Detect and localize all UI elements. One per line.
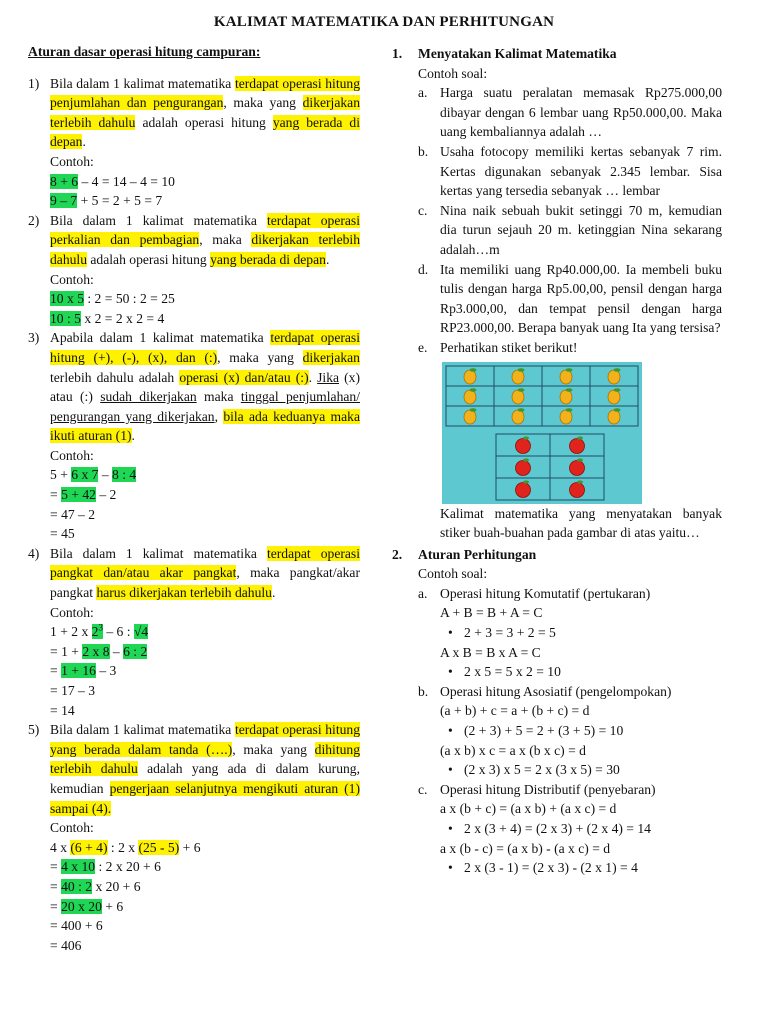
text: – 3 — [95, 663, 117, 679]
rule-name: Operasi hitung Distributif (penyebaran) — [440, 781, 656, 797]
example-line — [50, 309, 360, 329]
contoh-label: Contoh: — [50, 447, 94, 463]
green-highlight: 6 : 2 — [123, 643, 148, 659]
left-heading: Aturan dasar operasi hitung campuran: — [28, 44, 261, 59]
text: , maka yang — [232, 741, 315, 757]
question-text: Perhatikan stiket berikut! — [440, 339, 578, 355]
mango-icon — [464, 370, 476, 384]
mango-leaf-icon — [470, 408, 477, 412]
text: = 1 + — [50, 643, 83, 659]
example-line — [50, 485, 360, 505]
question-text: Harga suatu peralatan memasak Rp275.000,00 dibayar dengan 6 lembar uang Rp50.000,00. Maka uang kembaliannya adalah … — [440, 85, 722, 140]
example-line: = 400 + 6 — [50, 918, 103, 934]
text: Apabila dalam 1 kalimat matematika — [50, 330, 271, 346]
text: = — [50, 663, 62, 679]
apple-icon — [570, 482, 585, 497]
example-line — [50, 877, 360, 897]
highlight: dikerjakan terlebih dahulu — [50, 232, 360, 267]
item-letter: b. — [418, 683, 429, 699]
formula: a x (b - c) = (a x b) - (a x c) = d — [440, 840, 611, 856]
highlight: terdapat operasi hitung (+), (-), (x), dan (:) — [50, 330, 360, 365]
text: x 2 = 2 x 2 = 4 — [80, 310, 165, 326]
section-number: 1. — [392, 46, 403, 61]
item-letter: e. — [418, 339, 428, 355]
highlight: dikerjakan — [302, 349, 360, 365]
text: . — [131, 428, 135, 444]
text: = — [50, 878, 62, 894]
mango-icon — [464, 410, 476, 424]
text: adalah operasi hitung — [87, 251, 211, 267]
text: Bila dalam 1 kalimat matematika — [50, 75, 235, 91]
apple-leaf-icon — [523, 480, 529, 483]
mango-leaf-icon — [518, 388, 525, 392]
highlight: terdapat operasi hitung yang berada dalam tanda (….) — [50, 722, 360, 757]
rule-b — [392, 682, 722, 702]
green-highlight: 5 + 42 — [61, 487, 96, 503]
green-highlight — [92, 624, 103, 639]
apple-leaf-icon — [523, 458, 529, 461]
bullet-icon: • — [448, 821, 453, 836]
example-text: 2 x (3 + 4) = (2 x 3) + (2 x 4) = 14 — [464, 821, 651, 836]
rule-number: 1) — [28, 75, 40, 91]
rule-3 — [28, 328, 360, 544]
apple-leaf-icon — [577, 480, 583, 483]
section-2-heading — [392, 545, 722, 565]
green-highlight: √4 — [133, 624, 149, 640]
example-line — [50, 857, 360, 877]
bullet-icon: • — [448, 762, 453, 778]
example-line: = 406 — [50, 937, 82, 953]
text: + 6 — [179, 839, 201, 855]
text: = — [50, 898, 62, 914]
mango-leaf-icon — [566, 408, 573, 412]
example-line — [50, 838, 360, 858]
green-highlight: 20 x 20 — [61, 898, 102, 914]
rule-number: 3) — [28, 330, 40, 346]
question-e — [392, 338, 722, 358]
green-highlight: 4 x 10 — [61, 859, 96, 875]
underlined-text: Jika — [317, 369, 340, 385]
highlight: (25 - 5) — [138, 839, 180, 855]
text: adalah operasi hitung — [135, 114, 273, 130]
mango-icon — [512, 390, 524, 404]
green-highlight: 2 x 8 — [82, 643, 110, 659]
formula: A x B = B x A = C — [440, 644, 541, 660]
mango-icon — [608, 390, 620, 404]
text: maka — [196, 389, 241, 405]
green-highlight: 10 x 5 — [50, 291, 84, 307]
mango-icon — [560, 410, 572, 424]
highlight: yang berada di depan — [210, 251, 326, 267]
section-title: Menyatakan Kalimat Matematika — [418, 46, 617, 61]
green-highlight: 10 : 5 — [50, 310, 81, 326]
text: Bila dalam 1 kalimat matematika — [50, 545, 267, 561]
example-line — [50, 465, 360, 485]
green-highlight: 8 + 6 — [50, 173, 79, 189]
section-number: 2. — [392, 546, 403, 562]
question-d — [392, 260, 722, 338]
apple-leaf-icon — [577, 458, 583, 461]
text: , — [214, 408, 224, 424]
mango-leaf-icon — [566, 368, 573, 372]
mango-icon — [512, 370, 524, 384]
green-highlight: 8 : 4 — [112, 467, 137, 483]
mango-leaf-icon — [566, 388, 573, 392]
item-letter: b. — [418, 143, 429, 159]
rule-text — [50, 328, 360, 446]
mango-icon — [560, 370, 572, 384]
text: , maka yang — [223, 95, 303, 111]
text: . — [308, 369, 318, 385]
text: , maka yang — [217, 349, 303, 365]
text: + 6 — [101, 898, 124, 914]
rule-text — [50, 211, 360, 270]
question-b — [392, 142, 722, 201]
example-text: 2 x 5 = 5 x 2 = 10 — [464, 664, 561, 680]
highlight: dihitung terlebih dahulu — [50, 741, 360, 777]
mango-leaf-icon — [614, 408, 621, 412]
apple-leaf-icon — [577, 436, 583, 439]
example-text: 2 x (3 - 1) = (2 x 3) - (2 x 1) = 4 — [464, 860, 638, 876]
page-title: KALIMAT MATEMATIKA DAN PERHITUNGAN — [213, 14, 555, 30]
mango-leaf-icon — [518, 408, 525, 412]
highlight: terdapat operasi pangkat dan/atau akar pangkat — [50, 545, 360, 581]
text: – — [98, 467, 113, 483]
text: , maka — [199, 232, 252, 248]
highlight: terdapat operasi hitung penjumlahan dan pengurangan — [50, 75, 360, 111]
apple-icon — [516, 482, 531, 497]
text: . — [271, 585, 276, 601]
left-column — [28, 42, 360, 955]
rule-text — [50, 544, 360, 603]
underlined-text: sudah dikerjakan — [100, 389, 197, 405]
highlight: bila ada keduanya maka ikuti aturan (1) — [50, 408, 360, 444]
mango-leaf-icon — [614, 368, 621, 372]
example-line — [50, 191, 360, 211]
text: + 5 = 2 + 5 = 7 — [77, 193, 163, 209]
mango-icon — [512, 410, 524, 424]
mango-icon — [608, 370, 620, 384]
bullet-icon: • — [448, 664, 453, 680]
sticker-question: Kalimat matematika yang menyatakan banyak stiker buah-buahan pada gambar di atas yaitu… — [440, 505, 722, 541]
green-highlight: 1 + 16 — [61, 663, 96, 679]
rule-text — [50, 720, 360, 818]
text: – — [109, 643, 124, 659]
highlight: operasi (x) dan/atau (:) — [179, 369, 309, 385]
text: x 20 + 6 — [92, 878, 141, 894]
text: : 2 = 50 : 2 = 25 — [83, 291, 175, 307]
example-line: = 45 — [50, 526, 75, 542]
rule-text — [50, 74, 360, 152]
highlight: yang berada di depan — [50, 114, 360, 150]
contoh-soal-label: Contoh soal: — [418, 566, 488, 582]
example-text: (2 + 3) + 5 = 2 + (3 + 5) = 10 — [464, 723, 624, 739]
highlight: harus dikerjakan terlebih dahulu — [96, 585, 272, 601]
text: Bila dalam 1 kalimat matematika — [50, 722, 235, 738]
question-text: Ita memiliki uang Rp40.000,00. Ia membeli buku tulis dengan harga Rp5.00,00, pensil dengan harga Rp3.000,00, dan tempat pensil dengan harga RP23.000,00. Berapa banyak uang Ita yang tersisa? — [440, 261, 722, 336]
contoh-label: Contoh: — [50, 153, 94, 169]
mango-leaf-icon — [470, 388, 477, 392]
apple-icon — [570, 438, 585, 453]
text: = — [50, 487, 62, 503]
rule-c — [392, 780, 722, 800]
item-letter: d. — [418, 261, 429, 277]
bullet-example — [392, 819, 722, 839]
bullet-example — [392, 623, 722, 643]
text: terlebih dahulu adalah — [50, 369, 180, 385]
apple-icon — [516, 460, 531, 475]
bullet-example — [392, 858, 722, 878]
text: : 2 x — [107, 839, 139, 855]
text: adalah yang ada di dalam kurung, kemudian — [50, 761, 360, 796]
text: – 4 = 14 – 4 = 10 — [78, 173, 175, 189]
rule-4 — [28, 544, 360, 720]
mango-icon — [608, 410, 620, 424]
contoh-soal-label: Contoh soal: — [418, 65, 488, 81]
mango-leaf-icon — [470, 368, 477, 372]
example-line — [50, 622, 360, 642]
mango-leaf-icon — [614, 388, 621, 392]
contoh-label: Contoh: — [50, 271, 94, 287]
text: 5 + — [50, 467, 72, 483]
contoh-label: Contoh: — [50, 604, 94, 620]
formula: a x (b + c) = (a x b) + (a x c) = d — [440, 801, 617, 817]
contoh-label: Contoh: — [50, 820, 94, 836]
bullet-example — [392, 760, 722, 780]
mango-icon — [560, 390, 572, 404]
exponent: 3 — [98, 622, 103, 633]
rule-name: Operasi hitung Komutatif (pertukaran) — [440, 585, 651, 601]
apple-icon — [516, 438, 531, 453]
example-text: 2 + 3 = 3 + 2 = 5 — [464, 625, 556, 641]
text: = — [50, 859, 62, 875]
apple-leaf-icon — [523, 436, 529, 439]
rule-number: 5) — [28, 722, 40, 738]
underlined-text: tinggal penjumlahan/ pengurangan yang dikerjakan — [50, 389, 360, 424]
mango-leaf-icon — [518, 368, 525, 372]
question-c — [392, 201, 722, 260]
formula: (a + b) + c = a + (b + c) = d — [440, 703, 590, 719]
bullet-example — [392, 721, 722, 741]
item-letter: a. — [418, 85, 428, 101]
item-letter: c. — [418, 202, 428, 218]
highlight: (6 + 4) — [70, 839, 108, 855]
bullet-icon: • — [448, 625, 453, 641]
rule-number: 4) — [28, 545, 40, 561]
section-1-heading — [392, 44, 722, 64]
example-line: = 47 – 2 — [50, 506, 96, 522]
text: (x) atau (:) — [50, 369, 361, 405]
example-line — [50, 172, 360, 192]
example-line — [50, 289, 360, 309]
base: 2 — [91, 624, 99, 640]
section-title: Aturan Perhitungan — [418, 546, 537, 562]
rule-number: 2) — [28, 212, 40, 228]
mango-icon — [464, 390, 476, 404]
rule-a — [392, 584, 722, 604]
example-line — [50, 661, 360, 681]
highlight: pengerjaan selanjutnya mengikuti aturan (1) sampai (4). — [50, 780, 360, 816]
example-line — [50, 642, 360, 662]
highlight: dikerjakan terlebih dahulu — [50, 95, 360, 130]
text: . — [325, 251, 330, 267]
green-highlight: 6 x 7 — [71, 467, 99, 483]
text: 4 x — [50, 839, 71, 855]
green-highlight: 9 – 7 — [50, 193, 78, 209]
text: . — [82, 134, 86, 150]
rule-2 — [28, 211, 360, 329]
bullet-icon: • — [448, 723, 453, 739]
question-a — [392, 83, 722, 142]
formula: A + B = B + A = C — [440, 605, 543, 621]
text: , maka pangkat/akar pangkat — [50, 565, 360, 601]
question-text: Usaha fotocopy memiliki kertas sebanyak 7 rim. Kertas digunakan sebanyak 2.345 lembar. Sisa kertas yang tersedia sebanyak … lembar — [440, 143, 722, 199]
text: 1 + 2 x — [50, 624, 92, 640]
rule-1 — [28, 74, 360, 211]
item-letter: a. — [418, 585, 428, 601]
example-line: = 17 – 3 — [50, 683, 96, 698]
green-highlight: 40 : 2 — [61, 878, 93, 894]
rule-name: Operasi hitung Asosiatif (pengelompokan) — [440, 683, 672, 699]
bullet-icon: • — [448, 860, 453, 876]
example-line — [50, 897, 360, 917]
bullet-example — [392, 662, 722, 682]
text: Bila dalam 1 kalimat matematika — [50, 212, 267, 228]
item-letter: c. — [418, 781, 428, 797]
apple-icon — [570, 460, 585, 475]
text: – 2 — [95, 487, 117, 503]
formula: (a x b) x c = a x (b x c) = d — [440, 742, 586, 758]
fruit-sticker-illustration — [442, 362, 642, 504]
question-text: Nina naik sebuah bukit setinggi 70 m, kemudian dia turun sejauh 20 m. ketinggian Nina sekarang adalah…m — [440, 202, 722, 257]
right-column — [392, 42, 722, 878]
fruit-sticker-image — [442, 362, 642, 504]
text: – 6 : — [102, 624, 134, 640]
text: : 2 x 20 + 6 — [95, 859, 161, 875]
example-line: = 14 — [50, 702, 75, 718]
highlight: terdapat operasi perkalian dan pembagian — [50, 212, 360, 248]
example-text: (2 x 3) x 5 = 2 x (3 x 5) = 30 — [464, 762, 620, 778]
rule-5 — [28, 720, 360, 955]
